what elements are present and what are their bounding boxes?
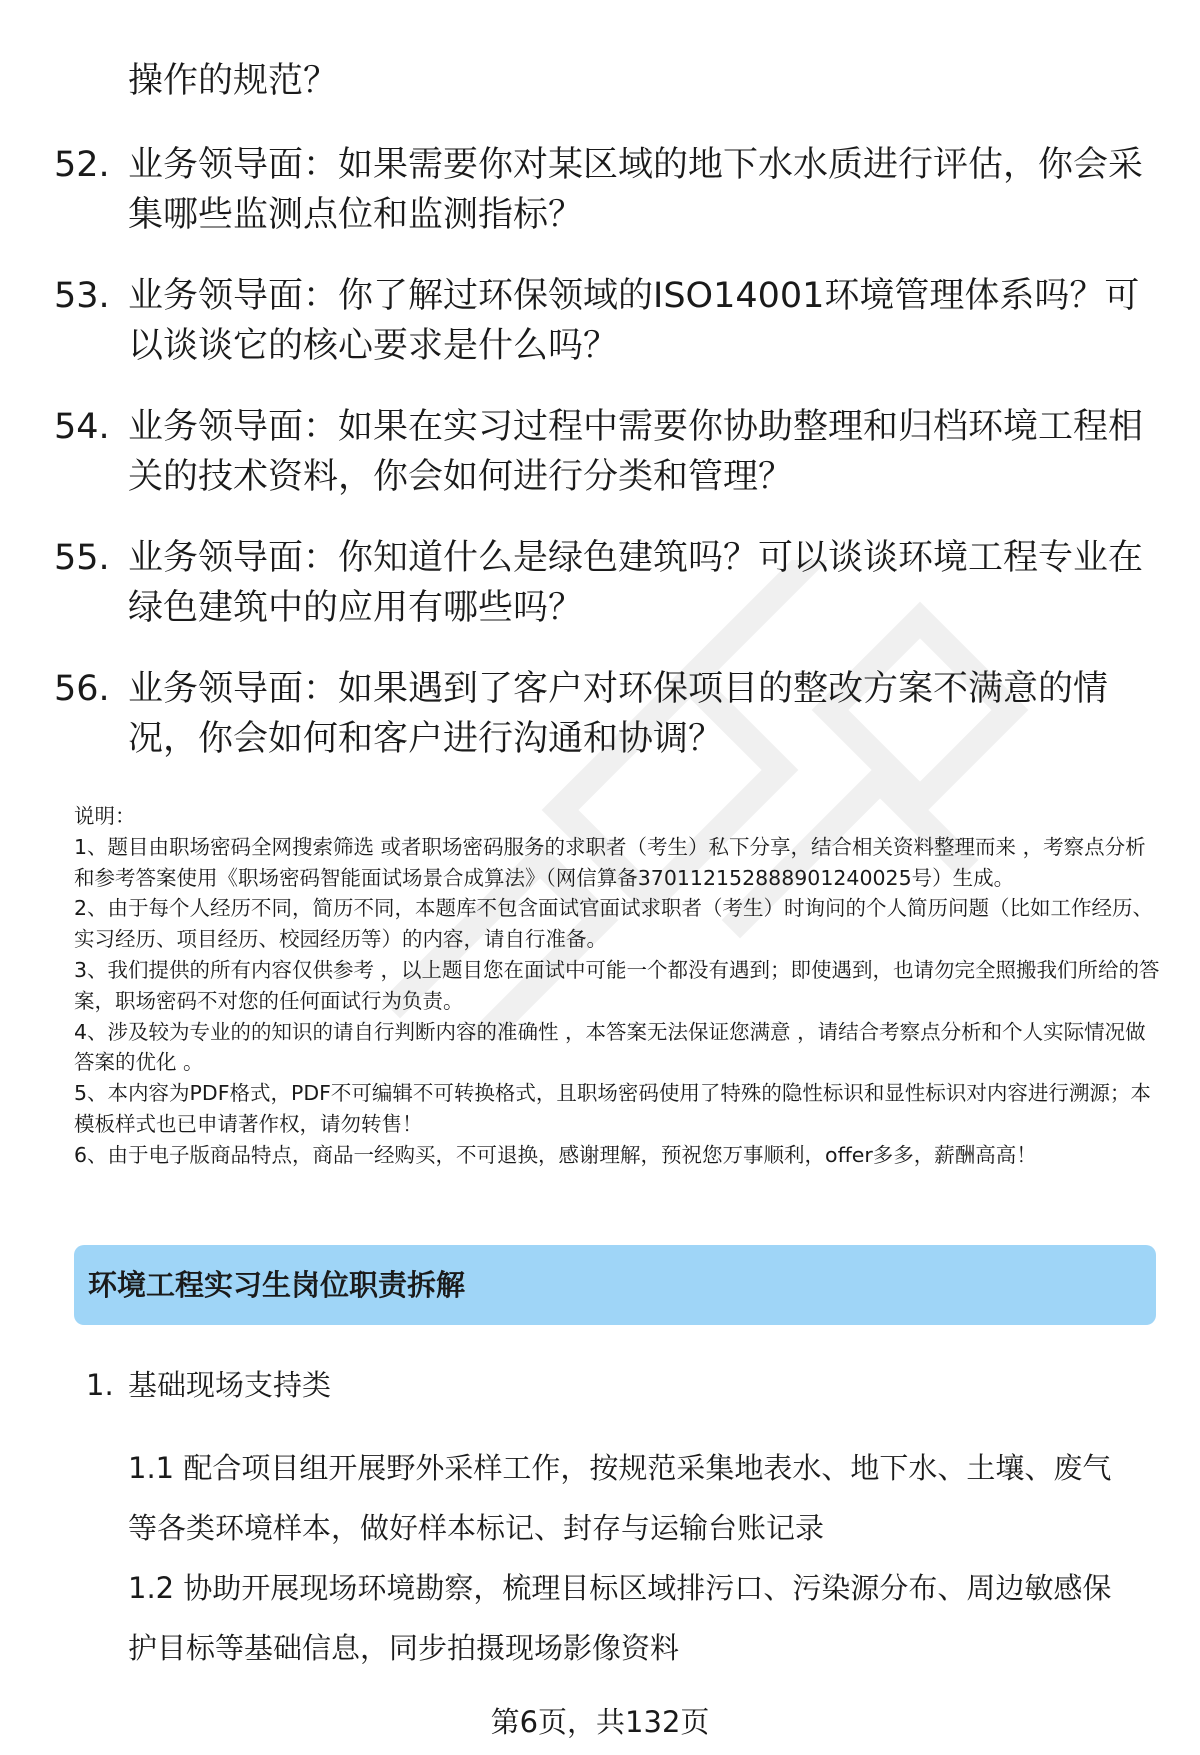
question-number: 54. — [54, 407, 110, 447]
question-item — [54, 271, 1144, 371]
sub-item-label: 基础现场支持类 — [128, 1368, 332, 1402]
note-item: 5、本内容为PDF格式，PDF不可编辑不可转换格式，且职场密码使用了特殊的隐性标识和显性标识对内容进行溯源；本模板样式也已申请著作权，请勿转售！ — [74, 1081, 1151, 1136]
note-item: 3、我们提供的所有内容仅供参考 ，以上题目您在面试中可能一个都没有遇到；即使遇到，也请勿完全照搬我们所给的答案，职场密码不对您的任何面试行为负责。 — [74, 957, 1160, 1013]
detail-item: 1.2 协助开展现场环境勘察，梳理目标区域排污口、污染源分布、周边敏感保护目标等基础信息，同步拍摄现场影像资料 — [128, 1571, 1112, 1665]
note-item: 4、涉及较为专业的的知识的请自行判断内容的准确性 ，本答案无法保证您满意 ，请结合考察点分析和个人实际情况做答案的优化 。 — [74, 1019, 1146, 1075]
question-item — [54, 533, 1144, 633]
notes-section — [74, 801, 1164, 1171]
question-text: 业务领导面：如果在实习过程中需要你协助整理和归档环境工程相关的技术资料，你会如何进行分类和管理？ — [128, 407, 1144, 497]
question-item — [54, 402, 1144, 502]
notes-title: 说明： — [74, 804, 136, 828]
note-item: 6、由于电子版商品特点，商品一经购买，不可退换，感谢理解，预祝您万事顺利，offer多多，薪酬高高！ — [74, 1142, 1037, 1167]
page-footer: 第6页，共132页 — [490, 1705, 710, 1739]
detail-item: 1.1 配合项目组开展野外采样工作，按规范采集地表水、地下水、土壤、废气等各类环境样本，做好样本标记、封存与运输台账记录 — [128, 1451, 1112, 1545]
question-text: 业务领导面：如果需要你对某区域的地下水水质进行评估，你会采集哪些监测点位和监测指标？ — [128, 145, 1144, 235]
question-text: 业务领导面：你了解过环保领域的ISO14001环境管理体系吗？可以谈谈它的核心要求是什么吗？ — [128, 276, 1140, 366]
section-title: 环境工程实习生岗位职责拆解 — [88, 1268, 466, 1302]
question-item — [54, 664, 1144, 764]
question-item — [54, 140, 1144, 240]
question-number: 55. — [54, 538, 110, 578]
section-header — [74, 1245, 1156, 1325]
continued-question-text: 操作的规范？ — [128, 61, 339, 101]
question-list — [54, 140, 1144, 795]
question-text: 业务领导面：你知道什么是绿色建筑吗？可以谈谈环境工程专业在绿色建筑中的应用有哪些吗？ — [128, 538, 1144, 628]
question-text: 业务领导面：如果遇到了客户对环保项目的整改方案不满意的情况，你会如何和客户进行沟通和协调？ — [128, 669, 1109, 759]
sub-item — [86, 1363, 331, 1407]
sub-item-number: 1. — [86, 1368, 114, 1402]
note-item: 1、题目由职场密码全网搜索筛选 或者职场密码服务的求职者（考生）私下分享，结合相关资料整理而来 ，考察点分析和参考答案使用《职场密码智能面试场景合成算法》（网信算备370112152888901240025号）生成。 — [74, 834, 1146, 890]
question-number: 52. — [54, 145, 110, 185]
question-number: 56. — [54, 669, 110, 709]
question-number: 53. — [54, 276, 110, 316]
note-item: 2、由于每个人经历不同，简历不同，本题库不包含面试官面试求职者（考生）时询问的个人简历问题（比如工作经历、实习经历、项目经历、校园经历等）的内容，请自行准备。 — [74, 896, 1154, 952]
detail-list — [128, 1438, 1138, 1678]
